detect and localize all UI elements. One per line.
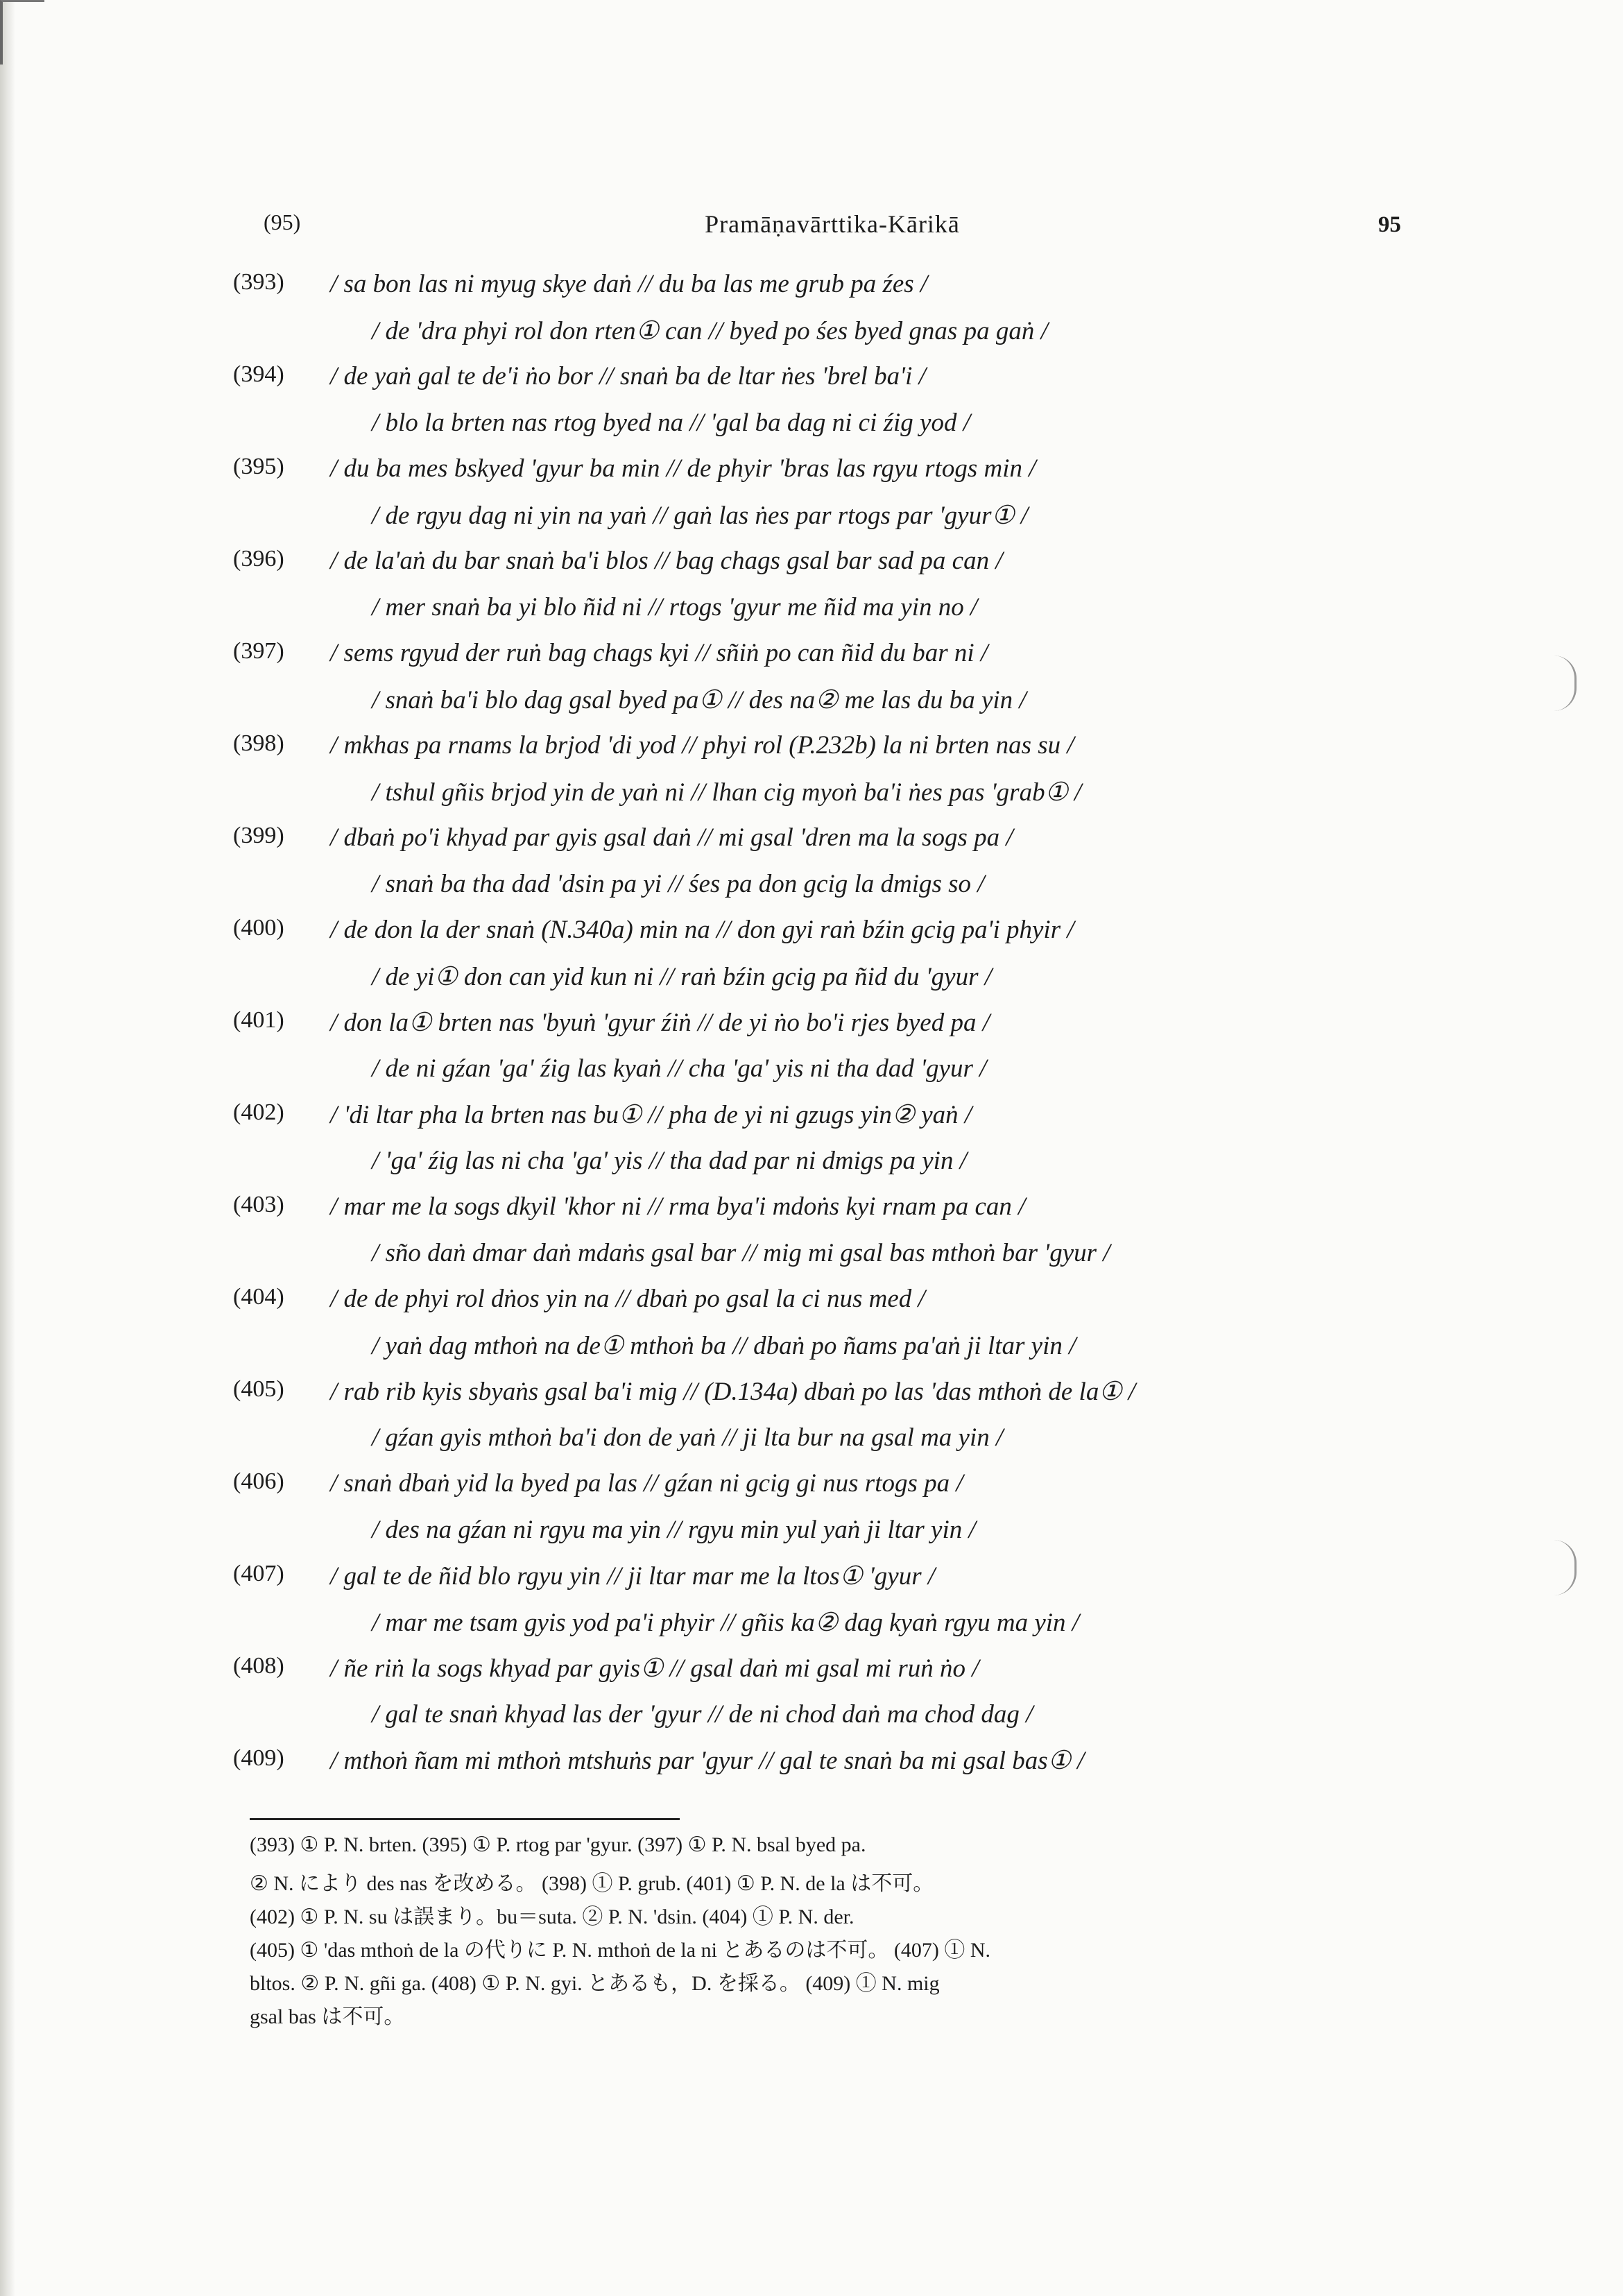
verse-number: (397) (233, 638, 284, 664)
verse-block (233, 269, 1412, 1792)
verse-text: / de la'aṅ du bar snaṅ ba'i blos // bag chags gsal bar sad pa can / (330, 547, 1003, 575)
verse-number: (405) (233, 1376, 284, 1402)
verse-number: (407) (233, 1561, 284, 1586)
verse-text: / de yi① don can yid kun ni // raṅ bźin gcig pa ñid du 'gyur / (372, 962, 993, 991)
verse-number: (402) (233, 1099, 284, 1125)
verse-text: / mkhas pa rnams la brjod 'di yod // phyi rol (P.232b) la ni brten nas su / (330, 731, 1074, 760)
verse-line (233, 1192, 1412, 1238)
verse-text: / sa bon las ni myug skye daṅ // du ba las me grub pa źes / (330, 270, 928, 298)
verse-number: (395) (233, 454, 284, 479)
verse-line (233, 777, 1412, 823)
verse-line (233, 592, 1412, 639)
verse-line (233, 1468, 1412, 1515)
verse-line (233, 1515, 1412, 1561)
verse-line (233, 1607, 1412, 1654)
verse-number: (394) (233, 361, 284, 387)
footnote-line: (393) ① P. N. brten. (395) ① P. rtog par 'gyur. (397) ① P. N. bsal byed pa. (250, 1833, 866, 1856)
verse-line (233, 1376, 1412, 1423)
verse-line (233, 869, 1412, 916)
verse-line (233, 1054, 1412, 1100)
verse-text: / sño daṅ dmar daṅ mdaṅs gsal bar // mig mi gsal bas mthoṅ bar 'gyur / (372, 1238, 1110, 1267)
verse-text: / tshul gñis brjod yin de yaṅ ni // lhan cig myoṅ ba'i ṅes pas 'grab① / (372, 778, 1082, 807)
verse-line (233, 1238, 1412, 1285)
verse-line (233, 1146, 1412, 1192)
verse-text: / gal te de ñid blo rgyu yin // ji ltar mar me la ltos① 'gyur / (330, 1562, 936, 1591)
verse-line (233, 316, 1412, 362)
margin-bracket-mark (1554, 656, 1577, 711)
page-header (264, 209, 1401, 244)
verse-number: (404) (233, 1284, 284, 1310)
verse-text: / yaṅ dag mthoṅ na de① mthoṅ ba // dbaṅ po ñams pa'aṅ ji ltar yin / (372, 1331, 1076, 1360)
scan-edge-shadow (0, 0, 15, 2296)
verse-text: / mar me tsam gyis yod pa'i phyir // gñis ka② dag kyaṅ rgyu ma yin / (372, 1608, 1080, 1637)
verse-number: (400) (233, 915, 284, 941)
footnote-line: gsal bas は不可。 (250, 2005, 405, 2028)
verse-line (233, 1284, 1412, 1330)
verse-text: / 'di ltar pha la brten nas bu① // pha de yi ni gzugs yin② yaṅ / (330, 1101, 972, 1129)
verse-line (233, 408, 1412, 454)
verse-number: (393) (233, 269, 284, 295)
verse-line (233, 685, 1412, 731)
verse-number: (398) (233, 730, 284, 756)
verse-number: (403) (233, 1192, 284, 1217)
margin-bracket-mark (1554, 1540, 1577, 1595)
page-number: 95 (1378, 212, 1401, 237)
verse-line (233, 1745, 1412, 1792)
footnote-rule (250, 1818, 680, 1820)
verse-number: (396) (233, 546, 284, 572)
running-title: Pramāṇavārttika-Kārikā (705, 210, 960, 238)
verse-line (233, 638, 1412, 685)
verse-text: / gal te snaṅ khyad las der 'gyur // de ni chod daṅ ma chod dag / (372, 1699, 1033, 1729)
verse-number: (408) (233, 1653, 284, 1679)
verse-number: (401) (233, 1007, 284, 1033)
verse-number: (399) (233, 823, 284, 848)
verse-number: (409) (233, 1745, 284, 1771)
verse-line (233, 361, 1412, 408)
verse-text: / ñe riṅ la sogs khyad par gyis① // gsal daṅ mi gsal mi ruṅ ṅo / (330, 1654, 979, 1683)
verse-line (233, 1423, 1412, 1469)
scan-corner-mark (0, 0, 44, 65)
verse-text: / snaṅ ba tha dad 'dsin pa yi // śes pa don gcig la dmigs so / (372, 869, 985, 898)
footnote-line: (402) ① P. N. su は誤まり。bu＝suta. ② P. N. 'dsin. (404) ① P. N. der. (250, 1905, 855, 1928)
verse-text: / snaṅ ba'i blo dag gsal byed pa① // des na② me las du ba yin / (372, 685, 1027, 714)
verse-text: / blo la brten nas rtog byed na // 'gal ba dag ni ci źig yod / (372, 408, 970, 437)
verse-text: / de yaṅ gal te de'i ṅo bor // snaṅ ba de ltar ṅes 'brel ba'i / (330, 362, 926, 391)
verse-text: / sems rgyud der ruṅ bag chags kyi // sñiṅ po can ñid du bar ni / (330, 639, 988, 667)
verse-text: / de 'dra phyi rol don rten① can // byed po śes byed gnas pa gaṅ / (372, 316, 1048, 345)
verse-text: / don la① brten nas 'byuṅ 'gyur źiṅ // de yi ṅo bo'i rjes byed pa / (330, 1009, 990, 1037)
footnote-line: (405) ① 'das mthoṅ de la の代りに P. N. mthoṅ de la ni とあるのは不可。 (407) ① N. (250, 1939, 991, 1962)
footnotes (250, 1833, 1429, 2032)
verse-line (233, 1007, 1412, 1054)
footnote-line: bltos. ② P. N. gñi ga. (408) ① P. N. gyi. とあるも，D. を採る。 (409) ① N. mig (250, 1972, 940, 1995)
verse-line (233, 1561, 1412, 1607)
verse-line (233, 1653, 1412, 1699)
verse-line (233, 454, 1412, 500)
verse-text: / de don la der snaṅ (N.340a) min na // don gyi raṅ bźin gcig pa'i phyir / (330, 916, 1074, 944)
verse-text: / gźan gyis mthoṅ ba'i don de yaṅ // ji lta bur na gsal ma yin / (372, 1423, 1004, 1452)
verse-text: / rab rib kyis sbyaṅs gsal ba'i mig // (D.134a) dbaṅ po las 'das mthoṅ de la① / (330, 1378, 1136, 1406)
verse-text: / du ba mes bskyed 'gyur ba min // de phyir 'bras las rgyu rtogs min / (330, 454, 1036, 483)
verse-line (233, 823, 1412, 869)
verse-text: / de de phyi rol dṅos yin na // dbaṅ po gsal la ci nus med / (330, 1285, 925, 1313)
verse-line (233, 269, 1412, 316)
verse-line (233, 915, 1412, 961)
verse-text: / dbaṅ po'i khyad par gyis gsal daṅ // mi gsal 'dren ma la sogs pa / (330, 823, 1013, 852)
verse-text: / de rgyu dag ni yin na yaṅ // gaṅ las ṅes par rtogs par 'gyur① / (372, 501, 1029, 530)
verse-text: / des na gźan ni rgyu ma yin // rgyu min yul yaṅ ji ltar yin / (372, 1515, 976, 1544)
verse-text: / mer snaṅ ba yi blo ñid ni // rtogs 'gyur me ñid ma yin no / (372, 592, 978, 622)
verse-text: / mthoṅ ñam mi mthoṅ mtshuṅs par 'gyur // gal te snaṅ ba mi gsal bas① / (330, 1747, 1085, 1775)
verse-line (233, 500, 1412, 547)
verse-text: / 'ga' źig las ni cha 'ga' yis // tha dad par ni dmigs pa yin / (372, 1146, 967, 1175)
verse-text: / mar me la sogs dkyil 'khor ni // rma bya'i mdoṅs kyi rnam pa can / (330, 1192, 1026, 1221)
header-left-number: (95) (264, 209, 301, 234)
verse-line (233, 1330, 1412, 1377)
footnote-line: ② N. により des nas を改める。 (398) ① P. grub. (401) ① P. N. de la は不可。 (250, 1872, 934, 1895)
verse-line (233, 730, 1412, 777)
verse-line (233, 1099, 1412, 1146)
verse-text: / de ni gźan 'ga' źig las kyaṅ // cha 'ga' yis ni tha dad 'gyur / (372, 1054, 987, 1083)
verse-line (233, 1699, 1412, 1746)
verse-line (233, 961, 1412, 1008)
verse-number: (406) (233, 1468, 284, 1494)
verse-line (233, 546, 1412, 592)
verse-text: / snaṅ dbaṅ yid la byed pa las // gźan ni gcig gi nus rtogs pa / (330, 1469, 963, 1498)
